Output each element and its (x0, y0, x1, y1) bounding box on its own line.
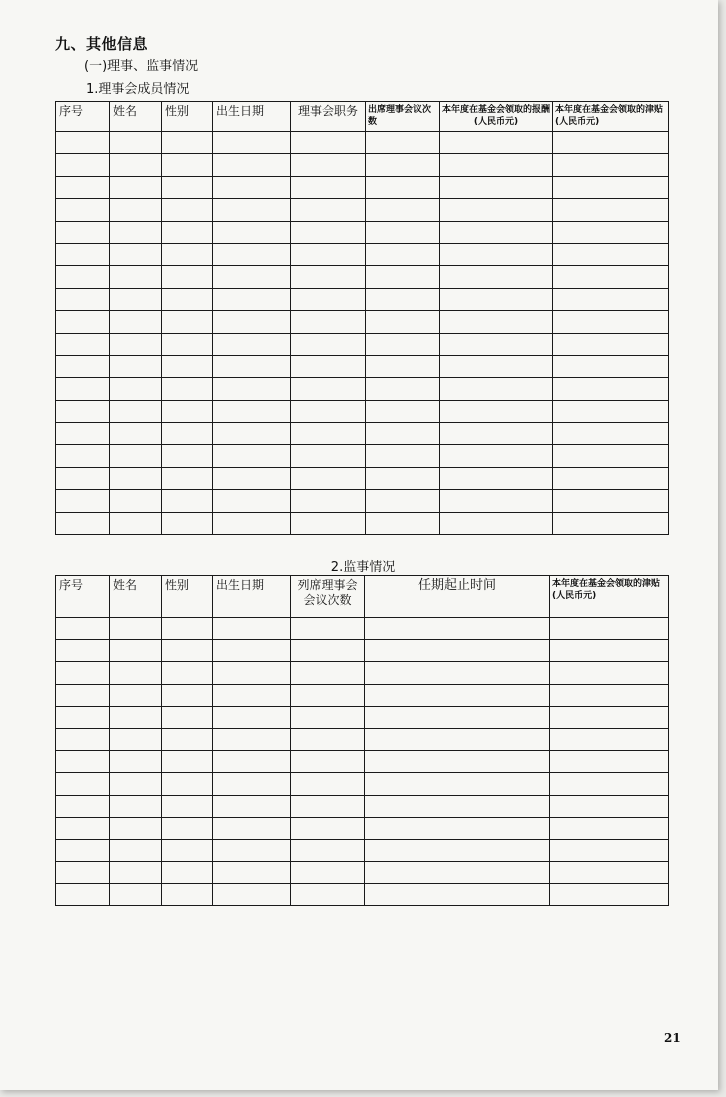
table-cell (366, 311, 440, 333)
table-cell (110, 378, 162, 400)
table-cell (56, 243, 110, 265)
table-cell (162, 221, 213, 243)
table-cell (553, 512, 669, 534)
table-cell (56, 728, 110, 750)
table-cell (56, 288, 110, 310)
table-cell (440, 490, 553, 512)
table-cell (162, 132, 213, 154)
table-cell (110, 467, 162, 489)
table-cell (110, 333, 162, 355)
table-cell (213, 817, 291, 839)
table-cell (291, 706, 365, 728)
table-cell (110, 199, 162, 221)
table-cell (110, 618, 162, 640)
table-row (56, 773, 669, 795)
table-cell (365, 640, 550, 662)
table-cell (365, 706, 550, 728)
table-cell (213, 355, 291, 377)
table-cell (553, 154, 669, 176)
table-cell (365, 773, 550, 795)
table-row (56, 706, 669, 728)
table-row (56, 862, 669, 884)
table-cell (366, 490, 440, 512)
table-cell (291, 378, 366, 400)
table-cell (213, 728, 291, 750)
table-cell (291, 490, 366, 512)
table-cell (365, 817, 550, 839)
table-cell (110, 512, 162, 534)
table-cell (440, 512, 553, 534)
table-cell (366, 378, 440, 400)
table-cell (110, 423, 162, 445)
table-cell (213, 512, 291, 534)
col-header: 列席理事会会议次数 (291, 576, 365, 618)
table-row (56, 176, 669, 198)
table-cell (56, 640, 110, 662)
table-cell (110, 176, 162, 198)
table-cell (162, 423, 213, 445)
table-cell (213, 751, 291, 773)
table-cell (162, 884, 213, 906)
table-cell (291, 817, 365, 839)
table-cell (110, 154, 162, 176)
table-cell (553, 176, 669, 198)
table-row (56, 154, 669, 176)
table-cell (291, 311, 366, 333)
table-cell (440, 445, 553, 467)
table-cell (366, 243, 440, 265)
table-cell (440, 378, 553, 400)
table-cell (110, 355, 162, 377)
table-cell (213, 795, 291, 817)
table-cell (162, 706, 213, 728)
table-cell (110, 288, 162, 310)
table-cell (291, 618, 365, 640)
table-cell (553, 199, 669, 221)
table-row (56, 378, 669, 400)
table-cell (291, 243, 366, 265)
col-header: 性别 (162, 576, 213, 618)
board-table-body (56, 132, 669, 535)
col-header: 理事会职务 (291, 102, 366, 132)
table-cell (366, 266, 440, 288)
supervisors-table (55, 575, 669, 906)
table-cell (550, 773, 669, 795)
table-cell (162, 512, 213, 534)
table-cell (550, 662, 669, 684)
table-cell (553, 333, 669, 355)
table-cell (162, 400, 213, 422)
table-cell (291, 288, 366, 310)
table-row (56, 445, 669, 467)
table-cell (291, 795, 365, 817)
table-row (56, 662, 669, 684)
table-cell (291, 467, 366, 489)
table-cell (291, 355, 366, 377)
section-heading: 九、其他信息 (55, 35, 149, 53)
table-cell (162, 378, 213, 400)
table-cell (365, 795, 550, 817)
table-cell (213, 311, 291, 333)
table-cell (56, 839, 110, 861)
table-cell (56, 662, 110, 684)
table-cell (110, 773, 162, 795)
table-cell (56, 378, 110, 400)
table-cell (440, 154, 553, 176)
table-cell (553, 355, 669, 377)
table-cell (110, 445, 162, 467)
table-cell (213, 176, 291, 198)
table-cell (553, 132, 669, 154)
table-cell (162, 839, 213, 861)
table-cell (440, 333, 553, 355)
table-cell (553, 378, 669, 400)
table-cell (162, 640, 213, 662)
table-cell (162, 199, 213, 221)
table-row (56, 288, 669, 310)
board-table-header (56, 102, 669, 132)
table-cell (553, 311, 669, 333)
table-cell (56, 795, 110, 817)
table-cell (366, 467, 440, 489)
table-cell (56, 199, 110, 221)
table-cell (213, 243, 291, 265)
table-cell (56, 132, 110, 154)
table-cell (550, 640, 669, 662)
table-cell (291, 751, 365, 773)
table-row (56, 355, 669, 377)
table-cell (162, 862, 213, 884)
table-cell (213, 618, 291, 640)
table-cell (440, 423, 553, 445)
table-row (56, 839, 669, 861)
table-cell (56, 176, 110, 198)
table-cell (213, 773, 291, 795)
table-row (56, 512, 669, 534)
table-cell (162, 311, 213, 333)
table-row (56, 423, 669, 445)
table-row (56, 199, 669, 221)
table-cell (162, 467, 213, 489)
table-cell (550, 862, 669, 884)
table-cell (550, 706, 669, 728)
table-cell (291, 884, 365, 906)
table-cell (365, 684, 550, 706)
table-cell (56, 221, 110, 243)
table-cell (213, 662, 291, 684)
table-cell (56, 817, 110, 839)
table-cell (553, 423, 669, 445)
table-cell (213, 884, 291, 906)
table-cell (440, 221, 553, 243)
table-cell (553, 243, 669, 265)
table-cell (365, 839, 550, 861)
table-cell (291, 400, 366, 422)
table-cell (366, 132, 440, 154)
table-cell (366, 333, 440, 355)
table-cell (440, 132, 553, 154)
table-cell (162, 751, 213, 773)
table-cell (213, 199, 291, 221)
table-cell (162, 728, 213, 750)
table-cell (56, 445, 110, 467)
col-header: 性别 (162, 102, 213, 132)
table-cell (291, 445, 366, 467)
table-cell (553, 467, 669, 489)
col-header: 出生日期 (213, 102, 291, 132)
page-number: 21 (664, 1031, 681, 1045)
col-header: 出席理事会议次数 (366, 102, 440, 132)
col-header: 序号 (56, 102, 110, 132)
table-cell (291, 640, 365, 662)
table-cell (110, 884, 162, 906)
table-cell (440, 311, 553, 333)
table-row (56, 311, 669, 333)
table-cell (366, 199, 440, 221)
table-cell (291, 423, 366, 445)
table-cell (553, 445, 669, 467)
table-cell (366, 221, 440, 243)
table-cell (56, 706, 110, 728)
table-cell (213, 490, 291, 512)
table-cell (162, 243, 213, 265)
table-cell (213, 333, 291, 355)
table-cell (213, 378, 291, 400)
table-cell (366, 288, 440, 310)
table-cell (366, 445, 440, 467)
table-cell (291, 132, 366, 154)
table-cell (291, 728, 365, 750)
table-cell (213, 684, 291, 706)
table-cell (162, 662, 213, 684)
table-cell (162, 176, 213, 198)
col-header: 序号 (56, 576, 110, 618)
supervisors-title: 2.监事情况 (330, 560, 396, 575)
col-header: 本年度在基金会领取的津贴(人民币元) (553, 102, 669, 132)
table-cell (553, 288, 669, 310)
table-cell (366, 355, 440, 377)
table-cell (366, 423, 440, 445)
table-cell (553, 490, 669, 512)
table-cell (550, 751, 669, 773)
table-cell (291, 199, 366, 221)
table-cell (56, 773, 110, 795)
table-cell (291, 684, 365, 706)
col-header: 姓名 (110, 576, 162, 618)
board-members-table (55, 101, 669, 535)
table-cell (110, 684, 162, 706)
table-cell (110, 400, 162, 422)
table-cell (56, 862, 110, 884)
table-cell (213, 400, 291, 422)
table-cell (56, 512, 110, 534)
table-cell (366, 512, 440, 534)
table-cell (56, 266, 110, 288)
table-cell (440, 199, 553, 221)
table-cell (110, 817, 162, 839)
table-row (56, 795, 669, 817)
table-row (56, 243, 669, 265)
table-cell (550, 884, 669, 906)
table-cell (162, 445, 213, 467)
supervisors-table-body (56, 618, 669, 906)
table-cell (550, 795, 669, 817)
table-cell (440, 400, 553, 422)
subsection-heading: (一)理事、监事情况 (84, 59, 199, 74)
table-cell (213, 445, 291, 467)
table-row (56, 266, 669, 288)
table-cell (440, 288, 553, 310)
table-cell (291, 176, 366, 198)
table-cell (110, 662, 162, 684)
table-cell (162, 795, 213, 817)
table-row (56, 221, 669, 243)
table-cell (553, 400, 669, 422)
table-row (56, 684, 669, 706)
table-cell (110, 640, 162, 662)
table-cell (110, 243, 162, 265)
table-cell (213, 288, 291, 310)
table-row (56, 640, 669, 662)
table-cell (440, 243, 553, 265)
table-cell (213, 266, 291, 288)
table-cell (56, 423, 110, 445)
table-row (56, 728, 669, 750)
table-cell (162, 266, 213, 288)
table-cell (213, 706, 291, 728)
table-row (56, 817, 669, 839)
table-cell (550, 839, 669, 861)
table-cell (162, 618, 213, 640)
table-cell (291, 266, 366, 288)
table-cell (213, 640, 291, 662)
table-cell (56, 333, 110, 355)
table-cell (56, 490, 110, 512)
table-cell (550, 817, 669, 839)
table-cell (162, 154, 213, 176)
table-cell (365, 662, 550, 684)
col-header: 本年度在基金会领取的报酬(人民币元) (440, 102, 553, 132)
table-cell (110, 311, 162, 333)
table-cell (440, 176, 553, 198)
table-cell (291, 154, 366, 176)
table-cell (110, 728, 162, 750)
table-cell (162, 773, 213, 795)
table-cell (56, 684, 110, 706)
table-cell (56, 884, 110, 906)
table-cell (110, 132, 162, 154)
table-cell (366, 154, 440, 176)
table-cell (56, 467, 110, 489)
table-cell (291, 333, 366, 355)
table-cell (110, 751, 162, 773)
table-cell (365, 728, 550, 750)
table-row (56, 490, 669, 512)
table-cell (550, 684, 669, 706)
board-members-title: 1.理事会成员情况 (86, 82, 190, 97)
table-cell (56, 154, 110, 176)
table-cell (365, 618, 550, 640)
col-header: 姓名 (110, 102, 162, 132)
table-cell (291, 773, 365, 795)
table-cell (56, 311, 110, 333)
table-cell (550, 618, 669, 640)
table-cell (56, 400, 110, 422)
table-cell (110, 266, 162, 288)
table-row (56, 618, 669, 640)
table-cell (440, 467, 553, 489)
table-cell (291, 512, 366, 534)
table-cell (365, 862, 550, 884)
table-cell (365, 751, 550, 773)
table-cell (553, 266, 669, 288)
table-row (56, 333, 669, 355)
table-cell (550, 728, 669, 750)
table-cell (56, 618, 110, 640)
table-cell (162, 817, 213, 839)
table-cell (366, 400, 440, 422)
table-cell (56, 355, 110, 377)
table-cell (162, 333, 213, 355)
table-cell (110, 862, 162, 884)
table-cell (213, 467, 291, 489)
table-cell (553, 221, 669, 243)
col-header: 出生日期 (213, 576, 291, 618)
table-row (56, 467, 669, 489)
table-cell (110, 490, 162, 512)
table-cell (162, 684, 213, 706)
table-cell (440, 355, 553, 377)
table-cell (162, 288, 213, 310)
table-cell (213, 132, 291, 154)
table-cell (213, 423, 291, 445)
table-cell (291, 662, 365, 684)
col-header: 本年度在基金会领取的津贴(人民币元) (550, 576, 669, 618)
table-cell (291, 839, 365, 861)
table-cell (162, 355, 213, 377)
table-cell (213, 839, 291, 861)
table-cell (366, 176, 440, 198)
table-cell (162, 490, 213, 512)
table-row (56, 884, 669, 906)
table-cell (213, 862, 291, 884)
table-row (56, 132, 669, 154)
supervisors-table-header (56, 576, 669, 618)
table-cell (291, 221, 366, 243)
table-cell (110, 795, 162, 817)
table-cell (110, 706, 162, 728)
table-cell (110, 839, 162, 861)
col-header: 任期起止时间 (365, 576, 550, 618)
table-cell (291, 862, 365, 884)
table-cell (213, 221, 291, 243)
table-row (56, 400, 669, 422)
table-cell (56, 751, 110, 773)
table-cell (110, 221, 162, 243)
table-row (56, 751, 669, 773)
table-cell (365, 884, 550, 906)
table-cell (213, 154, 291, 176)
table-cell (440, 266, 553, 288)
